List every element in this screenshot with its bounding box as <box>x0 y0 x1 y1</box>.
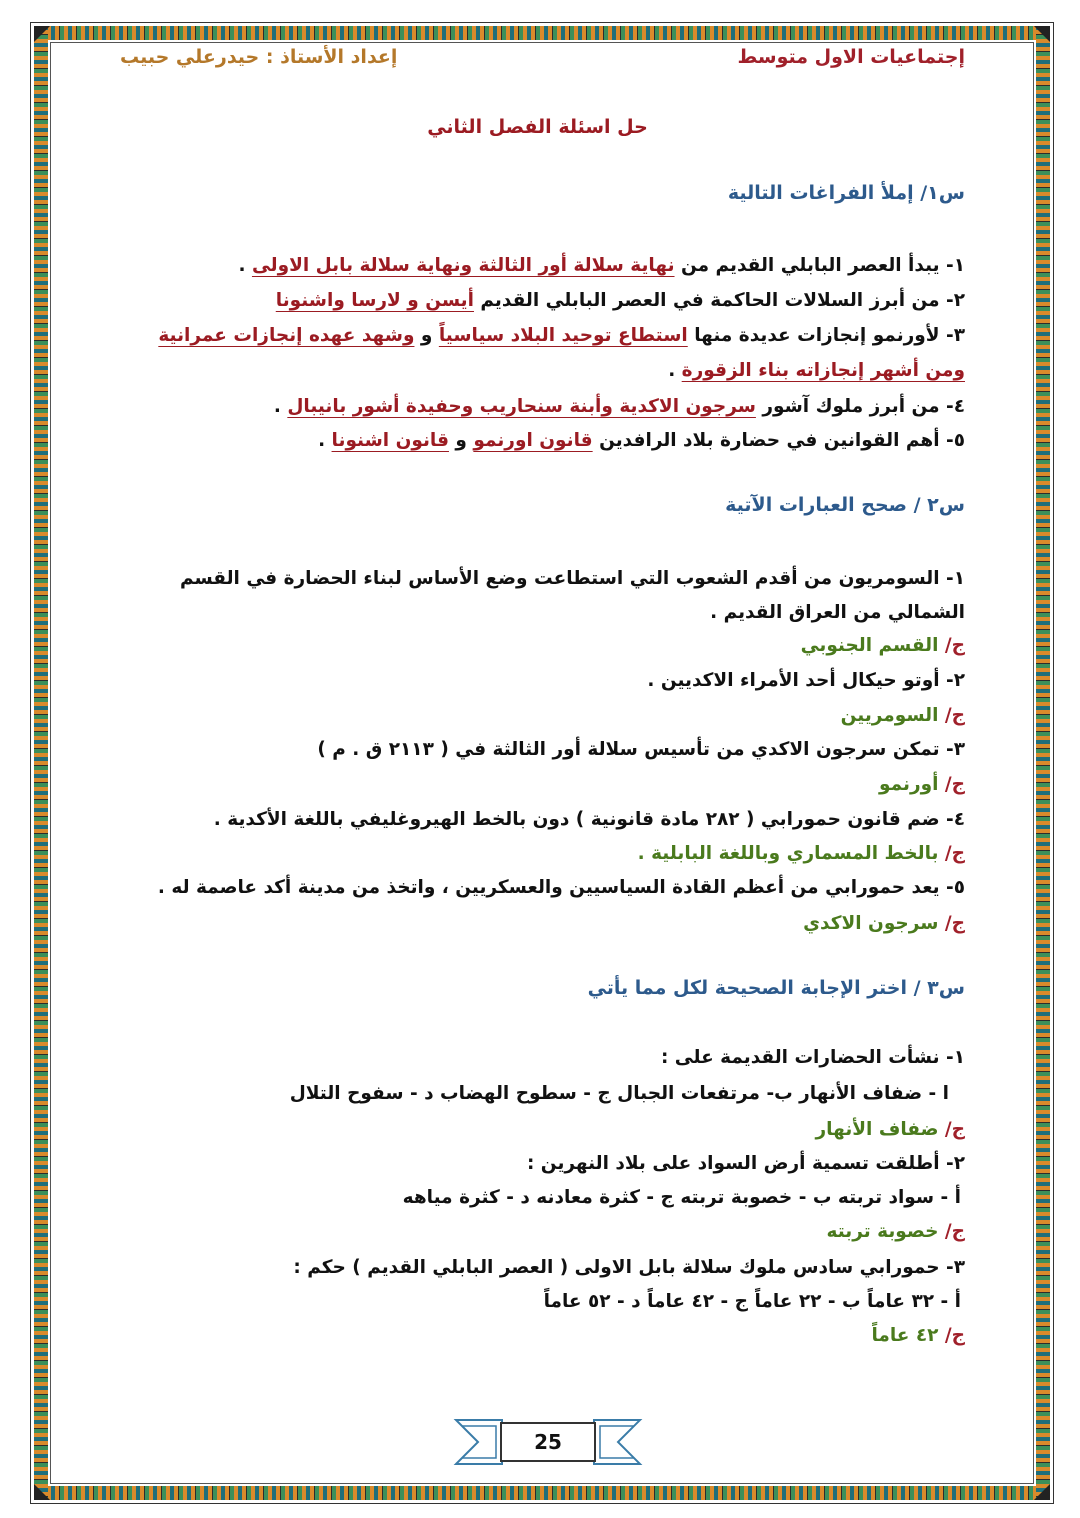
q1-item-3-prefix: ٣- لأورنمو إنجازات عديدة منها <box>687 325 965 346</box>
q1-item-5-suffix: . <box>318 430 332 451</box>
q1-item-1-prefix: ١- يبدأ العصر البابلي القديم من <box>674 255 965 276</box>
q1-item-4 <box>274 393 965 421</box>
q2-answer-2-text: السومريين <box>840 705 939 726</box>
answer-label: ج/ <box>938 1325 965 1346</box>
q1-item-5 <box>318 427 965 455</box>
border-right <box>1036 26 1050 1500</box>
q2-answer-3-text: أورنمو <box>879 774 939 795</box>
q3-answer-2-text: خصوبة تربته <box>826 1221 939 1242</box>
q3-answer-2 <box>827 1218 965 1246</box>
question-1-heading: س١/ إملأ الفراغات التالية <box>727 182 965 204</box>
page-number: 25 <box>500 1422 596 1462</box>
q1-item-5-answer-2: قانون اشنونا <box>331 430 449 451</box>
q1-item-3 <box>158 322 965 350</box>
subject-header: إجتماعيات الاول متوسط <box>737 46 965 68</box>
q1-item-2 <box>276 287 965 315</box>
q1-item-2-prefix: ٢- من أبرز السلالات الحاكمة في العصر البابلي القديم <box>473 290 965 311</box>
answer-label: ج/ <box>938 705 965 726</box>
answer-label: ج/ <box>938 843 965 864</box>
q2-item-1: ١- السومريون من أقدم الشعوب التي استطاعت وضع الأساس لبناء الحضارة في القسم الشمالي من العراق القديم . <box>179 568 965 623</box>
answer-label: ج/ <box>938 635 965 656</box>
author-header: إعداد الأستاذ : حيدرعلي حبيب <box>120 46 398 68</box>
q2-item-3: ٣- تمكن سرجون الاكدي من تأسيس سلالة أور الثالثة في ( ٢١١٣ ق . م ) <box>317 739 965 760</box>
q1-item-4-prefix: ٤- من أبرز ملوك آشور <box>755 396 965 417</box>
q2-answer-2 <box>841 702 965 730</box>
q2-item-4: ٤- ضم قانون حمورابي ( ٢٨٢ مادة قانونية ) دون بالخط الهيروغليفي باللغة الأكدية . <box>213 809 965 830</box>
q1-item-3-conjunction: و <box>414 325 439 346</box>
corner-ornament <box>1034 26 1050 42</box>
q3-item-1-question: ١- نشأت الحضارات القديمة على : <box>660 1047 965 1068</box>
q3-answer-3 <box>871 1322 965 1350</box>
q1-item-1-answer: نهاية سلالة أور الثالثة ونهاية سلالة بابل الاولى <box>251 255 675 276</box>
corner-ornament <box>1034 1484 1050 1500</box>
page-number-ornament <box>452 1414 644 1470</box>
q1-item-5-answer: قانون اورنمو <box>473 430 593 451</box>
q2-item-2: ٢- أوتو حيكال أحد الأمراء الاكديين . <box>647 670 965 691</box>
page-title: حل اسئلة الفصل الثاني <box>427 116 648 138</box>
corner-ornament <box>34 1484 50 1500</box>
q2-answer-4-text: بالخط المسماري وباللغة البابلية . <box>637 843 939 864</box>
question-3-heading: س٣ / اختر الإجابة الصحيحة لكل مما يأتي <box>587 977 965 999</box>
answer-label: ج/ <box>938 913 965 934</box>
q3-answer-3-text: ٤٢ عاماً <box>871 1325 939 1346</box>
q1-item-5-prefix: ٥- أهم القوانين في حضارة بلاد الرافدين <box>592 430 965 451</box>
border-top <box>34 26 1050 40</box>
q1-item-2-answer: أيسن و لارسا واشنونا <box>275 290 474 311</box>
q3-item-1-options: ا - ضفاف الأنهار ب- مرتفعات الجبال ج - سطوح الهضاب د - سفوح التلال <box>289 1083 949 1104</box>
answer-label: ج/ <box>938 1119 965 1140</box>
q2-item-5: ٥- يعد حمورابي من أعظم القادة السياسيين والعسكريين ، واتخذ من مدينة أكد عاصمة له . <box>157 877 965 898</box>
q2-answer-4 <box>638 840 965 868</box>
q1-item-4-suffix: . <box>273 396 288 417</box>
q3-item-2-question: ٢- أطلقت تسمية أرض السواد على بلاد النهرين : <box>526 1153 965 1174</box>
q1-item-5-conjunction: و <box>448 430 474 451</box>
q1-item-3-answer-2: وشهد عهده إنجازات عمرانية <box>158 325 415 346</box>
q2-answer-5 <box>803 910 965 938</box>
q2-answer-1-text: القسم الجنوبي <box>800 635 939 656</box>
q1-item-3-continued <box>668 357 965 385</box>
q1-item-4-answer: سرجون الاكدية وأبنة سنحاريب وحفيدة أشور بانيبال <box>287 396 756 417</box>
corner-ornament <box>34 26 50 42</box>
q3-answer-1 <box>816 1116 965 1144</box>
border-bottom <box>34 1486 1050 1500</box>
q3-item-3-options: أ - ٣٢ عاماً ب - ٢٢ عاماً ج - ٤٢ عاماً د - ٥٢ عاماً <box>543 1291 961 1312</box>
q1-item-3-suffix: . <box>668 360 682 381</box>
q3-item-2-options: أ - سواد تربته ب - خصوبة تربته ج - كثرة معادنه د - كثرة مياهه <box>402 1187 961 1208</box>
answer-label: ج/ <box>938 1221 965 1242</box>
q1-item-3-answer-3: ومن أشهر إنجازاته بناء الزقورة <box>681 360 965 381</box>
q3-item-3-question: ٣- حمورابي سادس ملوك سلالة بابل الاولى ( العصر البابلي القديم ) حكم : <box>293 1257 965 1278</box>
q2-answer-5-text: سرجون الاكدي <box>803 913 939 934</box>
q3-answer-1-text: ضفاف الأنهار <box>815 1119 939 1140</box>
q1-item-1 <box>238 252 965 280</box>
q1-item-3-answer: استطاع توحيد البلاد سياسياً <box>438 325 688 346</box>
question-2-heading: س٢ / صحح العبارات الآتية <box>725 494 965 516</box>
q2-answer-1 <box>801 632 965 660</box>
q1-item-1-suffix: . <box>238 255 252 276</box>
q2-answer-3 <box>879 771 965 799</box>
border-left <box>34 26 48 1500</box>
answer-label: ج/ <box>938 774 965 795</box>
